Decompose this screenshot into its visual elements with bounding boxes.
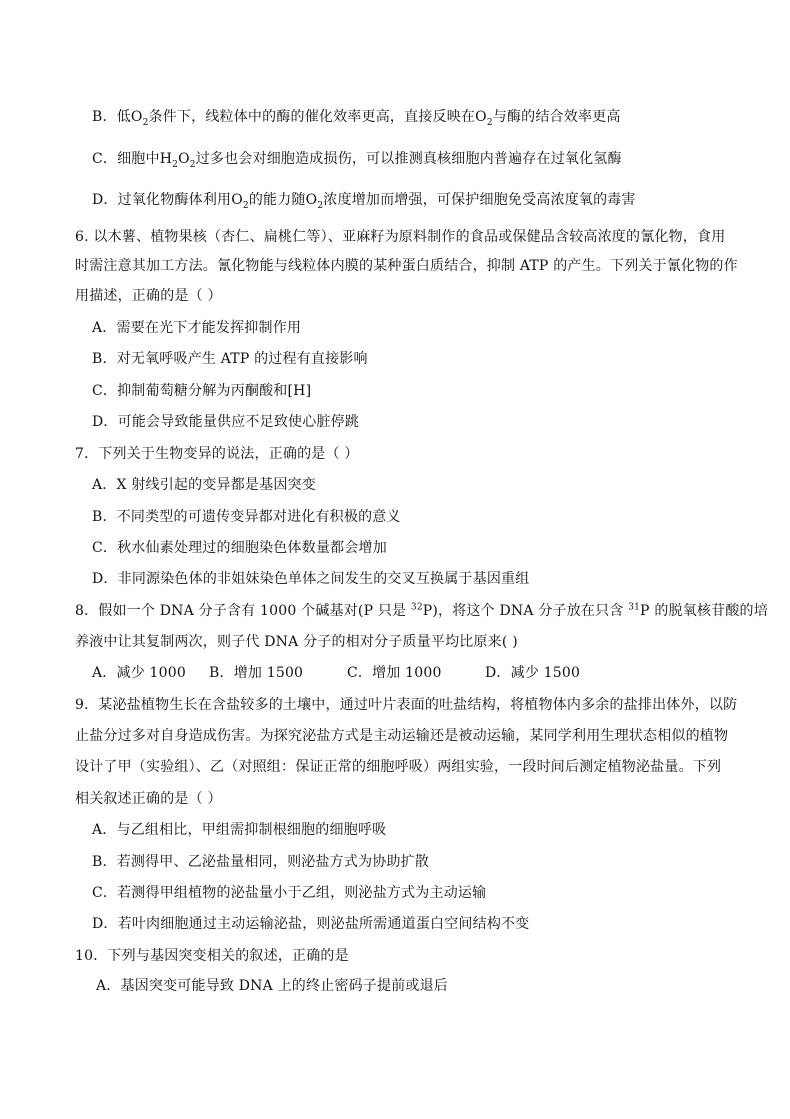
q9-option-d: D．若叶肉细胞通过主动运输泌盐，则泌盐所需通道蛋白空间结构不变: [92, 916, 530, 932]
q9-option-c: C．若测得甲组植物的泌盐量小于乙组，则泌盐方式为主动运输: [92, 885, 487, 901]
q9-option-a: A．与乙组相比，甲组需抑制根细胞的细胞呼吸: [92, 822, 387, 838]
q6-stem-line-3: 用描述，正确的是（ ）: [75, 288, 222, 304]
q7-option-b: B．不同类型的可遗传变异都对进化有积极的意义: [92, 509, 401, 525]
q6-option-d: D．可能会导致能量供应不足致使心脏停跳: [92, 414, 360, 430]
q8-stem-line-2: 养液中让其复制两次，则子代 DNA 分子的相对分子质量平均比原来( ): [75, 634, 518, 650]
q8-option-d: D．减少 1500: [485, 665, 581, 681]
q6-option-c: C．抑制葡萄糖分解为丙酮酸和[H]: [92, 383, 312, 399]
prev-option-b: B．低$O_2$条件下，线粒体中的酶的催化效率更高，直接反映在$O_2$与酶的结合效率更高: [92, 109, 621, 128]
q10-stem: 10．下列与基因突变相关的叙述，正确的是: [75, 948, 349, 964]
q7-option-c: C．秋水仙素处理过的细胞染色体数量都会增加: [92, 540, 387, 556]
q10-option-a: A．基因突变可能导致 DNA 上的终止密码子提前或退后: [96, 978, 448, 994]
q7-stem: 7．下列关于生物变异的说法，正确的是（ ）: [75, 446, 359, 462]
prev-option-c: C．细胞中$H_2O_2$过多也会对细胞造成损伤，可以推测真核细胞内普遍存在过氧化氢酶: [92, 151, 622, 170]
q7-option-d: D．非同源染色体的非姐妹染色单体之间发生的交叉互换属于基因重组: [92, 571, 530, 587]
q8-stem-line-1: 8．假如一个 DNA 分子含有 1000 个碱基对(P 只是 $^{32}$P)，将这个 DNA 分子放在只含 $^{31}$P 的脱氧核苷酸的培: [75, 602, 768, 619]
prev-option-d: D．过氧化物酶体利用$O_2$的能力随$O_2$浓度增加而增强，可保护细胞免受高浓度氧的毒害: [92, 192, 636, 211]
q6-stem-line-2: 时需注意其加工方法。氰化物能与线粒体内膜的某种蛋白质结合，抑制 ATP 的产生。下列关于氰化物的作: [75, 258, 738, 274]
q6-stem-line-1: 6. 以木薯、植物果核（杏仁、扁桃仁等）、亚麻籽为原料制作的食品或保健品含较高浓度的氰化物，食用: [75, 229, 726, 245]
q9-stem-line-1: 9．某泌盐植物生长在含盐较多的土壤中，通过叶片表面的吐盐结构，将植物体内多余的盐排出体外，以防: [75, 697, 738, 713]
q7-option-a: A．X 射线引起的变异都是基因突变: [92, 477, 316, 493]
q6-option-a: A．需要在光下才能发挥抑制作用: [92, 320, 302, 336]
q9-option-b: B．若测得甲、乙泌盐量相同，则泌盐方式为协助扩散: [92, 854, 430, 870]
q6-option-b: B．对无氧呼吸产生 ATP 的过程有直接影响: [92, 351, 368, 367]
q8-option-c: C．增加 1000: [347, 665, 442, 681]
q8-option-a: A．减少 1000: [92, 665, 186, 681]
q8-options: [92, 663, 580, 683]
q9-stem-line-4: 相关叙述正确的是（ ）: [75, 791, 222, 807]
q8-option-b: B．增加 1500: [209, 665, 304, 681]
q9-stem-line-2: 止盐分过多对自身造成伤害。为探究泌盐方式是主动运输还是被动运输，某同学利用生理状态相似的植物: [75, 728, 729, 744]
q9-stem-line-3: 设计了甲（实验组）、乙（对照组：保证正常的细胞呼吸）两组实验，一段时间后测定植物泌盐量。下列: [75, 759, 722, 775]
